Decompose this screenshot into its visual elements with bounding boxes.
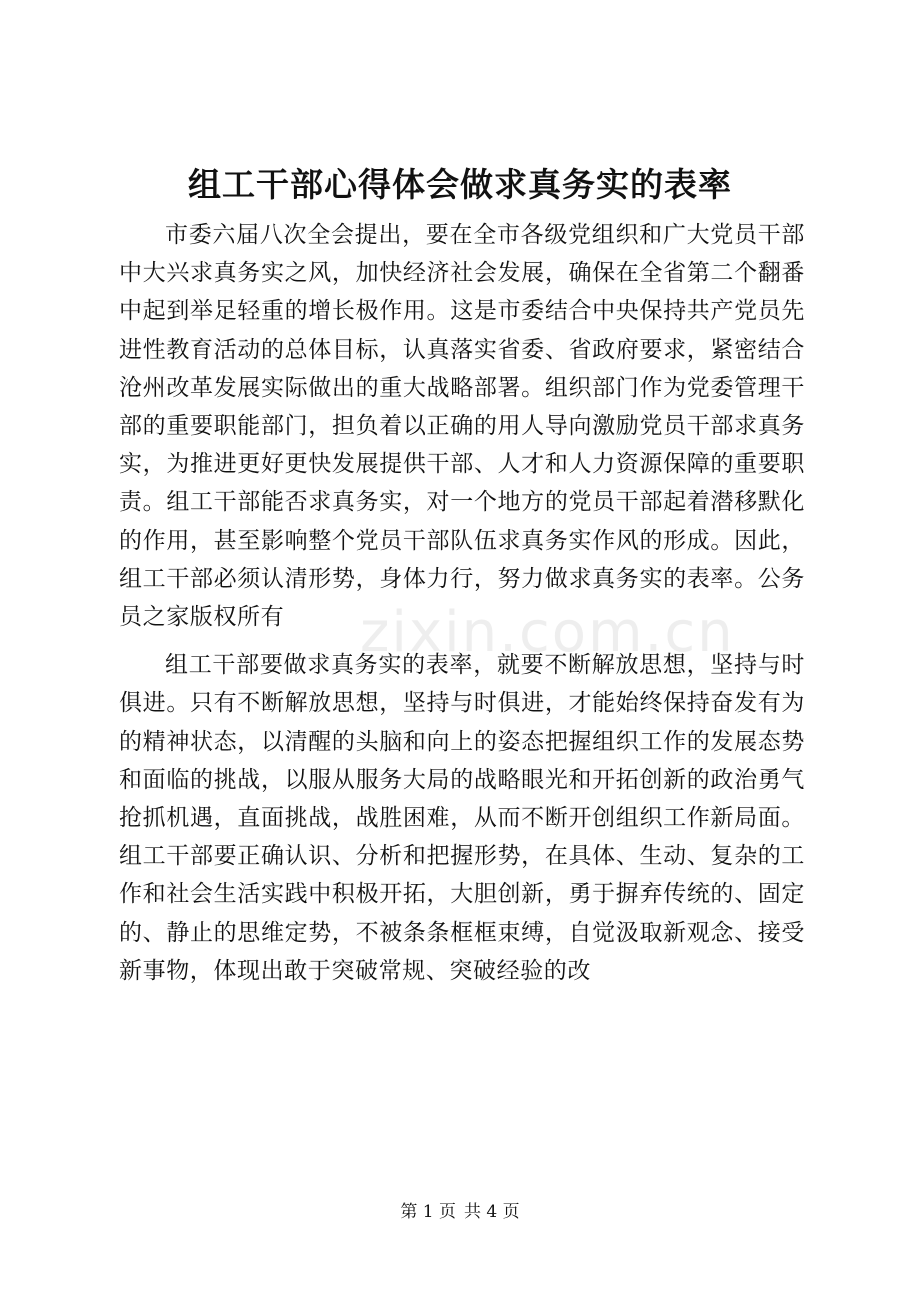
- paragraph-2: 组工干部要做求真务实的表率，就要不断解放思想，坚持与时俱进。只有不断解放思想，坚持与时俱进，才能始终保持奋发有为的精神状态，以清醒的头脑和向上的姿态把握组织工作的发展态势和面临的挑战，以服从服务大局的战略眼光和开拓创新的政治勇气抢抓机遇，直面挑战，战胜困难，从而不断开创组织工作新局面。组工干部要正确认识、分析和把握形势，在具体、生动、复杂的工作和社会生活实践中积极开拓，大胆创新，勇于摒弃传统的、固定的、静止的思维定势，不被条条框框束缚，自觉汲取新观念、接受新事物，体现出敢于突破常规、突破经验的改: [119, 652, 805, 984]
- document-title: 组工干部心得体会做求真务实的表率: [188, 165, 732, 204]
- watermark-text: zixin.com.cn: [360, 600, 735, 665]
- paragraph-1: 市委六届八次全会提出，要在全市各级党组织和广大党员干部中大兴求真务实之风，加快经济社会发展，确保在全省第二个翻番中起到举足轻重的增长极作用。这是市委结合中央保持共产党员先进性教育活动的总体目标，认真落实省委、省政府要求，紧密结合沧州改革发展实际做出的重大战略部署。组织部门作为党委管理干部的重要职能部门，担负着以正确的用人导向激励党员干部求真务实，为推进更好更快发展提供干部、人才和人力资源保障的重要职责。组工干部能否求真务实，对一个地方的党员干部起着潜移默化的作用，甚至影响整个党员干部队伍求真务实作风的形成。因此，组工干部必须认清形势，身体力行，努力做求真务实的表率。公务员之家版权所有: [119, 222, 805, 631]
- page-number: 第 1 页: [400, 1202, 456, 1222]
- page-footer: [0, 1200, 920, 1224]
- page-total: 共 4 页: [464, 1202, 520, 1222]
- document-body: [119, 216, 805, 990]
